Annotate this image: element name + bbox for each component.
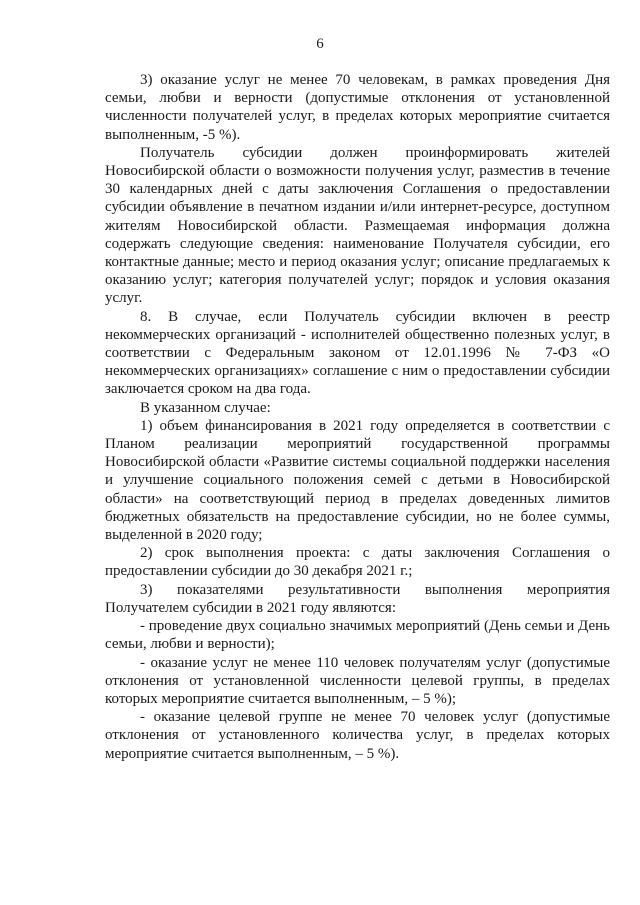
paragraph-inform-residents: Получатель субсидии должен проинформировать жителей Новосибирской области о возможности получения услуг, разместив в течение 30 календарных дней с даты заключения Соглашения о предоставлении субсидии объявление в печатном издании и/или интернет-ресурсе, доступном жителям Новосибирской области. Размещаемая информация должна содержать следующие сведения: наименование Получателя субсидии, его контактные данные; место и период оказания услуг; описание предлагаемых к оказанию услуг; категория получателей услуг; порядок и условия оказания услуг. <box>105 144 610 307</box>
document-body <box>105 71 610 763</box>
paragraph-in-this-case: В указанном случае: <box>140 399 271 416</box>
page-number: 6 <box>316 36 324 52</box>
list-item-two-events: - проведение двух социально значимых мероприятий (День семьи и День семьи, любви и верности); <box>105 618 610 653</box>
paragraph-project-term: 2) срок выполнения проекта: с даты заключения Соглашения о предоставлении субсидии до 30 декабря 2021 г.; <box>105 545 610 580</box>
paragraph-financing-volume: 1) объем финансирования в 2021 году определяется в соответствии с Планом реализации мероприятий государственной программы Новосибирской области «Развитие системы социальной поддержки населения и улучшение социального положения семей с детьми в Новосибирской области» на соответствующий период в пределах доведенных лимитов бюджетных обязательств на предоставление субсидии, но не более суммы, выделенной в 2020 году; <box>105 417 610 544</box>
paragraph-item-3-70-people: 3) оказание услуг не менее 70 человекам, в рамках проведения Дня семьи, любви и верности (допустимые отклонения от установленной численности получателей услуг, в пределах которых мероприятие считается выполненным, -5 %). <box>105 72 610 143</box>
list-item-110-people: - оказание услуг не менее 110 человек получателям услуг (допустимые отклонения от установленной численности целевой группы, в пределах которых мероприятие считается выполненным, – 5 %); <box>105 654 610 707</box>
paragraph-performance-indicators: 3) показателями результативности выполнения мероприятия Получателем субсидии в 2021 году являются: <box>105 581 610 616</box>
list-item-70-people: - оказание целевой группе не менее 70 человек услуг (допустимые отклонения от установленного количества услуг, в пределах которых мероприятие считается выполненным, – 5 %). <box>105 709 610 762</box>
paragraph-clause-8: 8. В случае, если Получатель субсидии включен в реестр некоммерческих организаций - исполнителей общественно полезных услуг, в соответствии с Федеральным законом от 12.01.1996 № 7-ФЗ «О некоммерческих организациях» соглашение с ним о предоставлении субсидии заключается сроком на два года. <box>105 308 610 398</box>
